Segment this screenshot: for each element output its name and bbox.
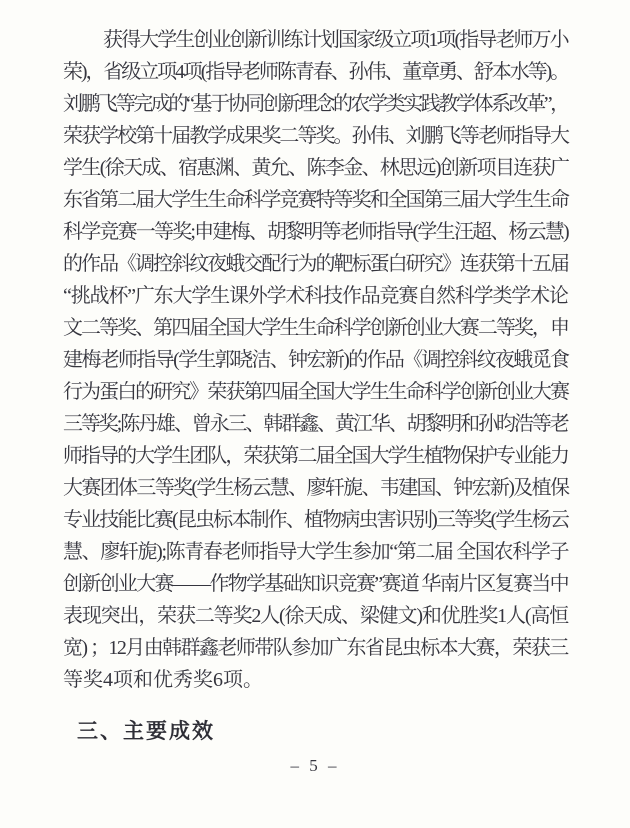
- text-line: 东省第二届大学生生命科学竞赛特等奖和全国第三届大学生生命: [63, 189, 568, 211]
- text-line: 大赛团体三等奖(学生杨云慧、廖轩旎、韦建国、钟宏新)及植保: [63, 477, 569, 499]
- text-line: “挑战杯”广东大学生课外学术科技作品竞赛自然科学类学术论: [63, 285, 568, 307]
- text-line: 科学竞赛一等奖;申建梅、胡黎明等老师指导(学生汪超、杨云慧): [63, 221, 568, 243]
- text-line: 荣获学校第十届教学成果奖二等奖。孙伟、刘鹏飞等老师指导大: [63, 125, 568, 147]
- text-line: 创新创业大赛——作物学基础知识竞赛”赛道 华南片区复赛当中: [63, 573, 568, 595]
- text-line: 荣)，省级立项4项(指导老师陈青春、孙伟、董章勇、舒本水等)。: [63, 61, 568, 83]
- text-line: 学生(徐天成、宿惠渊、黄允、陈李金、林思远)创新项目连获广: [63, 157, 569, 179]
- text-line: 文二等奖、第四届全国大学生生命科学创新创业大赛二等奖，申: [63, 317, 568, 339]
- text-line: 获得大学生创业创新训练计划国家级立项1项(指导老师万小: [103, 29, 568, 51]
- text-line: 刘鹏飞等完成的“基于协同创新理念的农学类实践教学体系改革”，: [63, 93, 568, 115]
- text-line: 师指导的大学生团队，荣获第二届全国大学生植物保护专业能力: [63, 445, 568, 467]
- text-line: 的作品《调控斜纹夜蛾交配行为的靶标蛋白研究》连获第十五届: [63, 253, 568, 275]
- body-paragraph: [63, 24, 568, 696]
- page-number: – 5 –: [290, 756, 340, 775]
- text-line: 表现突出，荣获二等奖2人(徐天成、梁健文)和优胜奖1人(高恒: [63, 605, 568, 627]
- text-line: 行为蛋白的研究》荣获第四届全国大学生生命科学创新创业大赛: [63, 381, 568, 403]
- text-line: 三等奖;陈丹雄、曾永三、韩群鑫、黄江华、胡黎明和孙昀浩等老: [63, 413, 568, 435]
- section-heading: 三、主要成效: [77, 720, 215, 743]
- text-line: 慧、廖轩旎);陈青春老师指导大学生参加“第二届 全国农科学子: [63, 541, 569, 563]
- text-line: 建梅老师指导(学生郭晓洁、钟宏新)的作品《调控斜纹夜蛾觅食: [63, 349, 569, 371]
- text-line: 宽) ；12月由韩群鑫老师带队参加广东省昆虫标本大赛，荣获三: [63, 637, 568, 659]
- text-line: 专业技能比赛(昆虫标本制作、植物病虫害识别)三等奖(学生杨云: [63, 509, 568, 531]
- text-line: 等奖4项和优秀奖6项。: [63, 669, 263, 691]
